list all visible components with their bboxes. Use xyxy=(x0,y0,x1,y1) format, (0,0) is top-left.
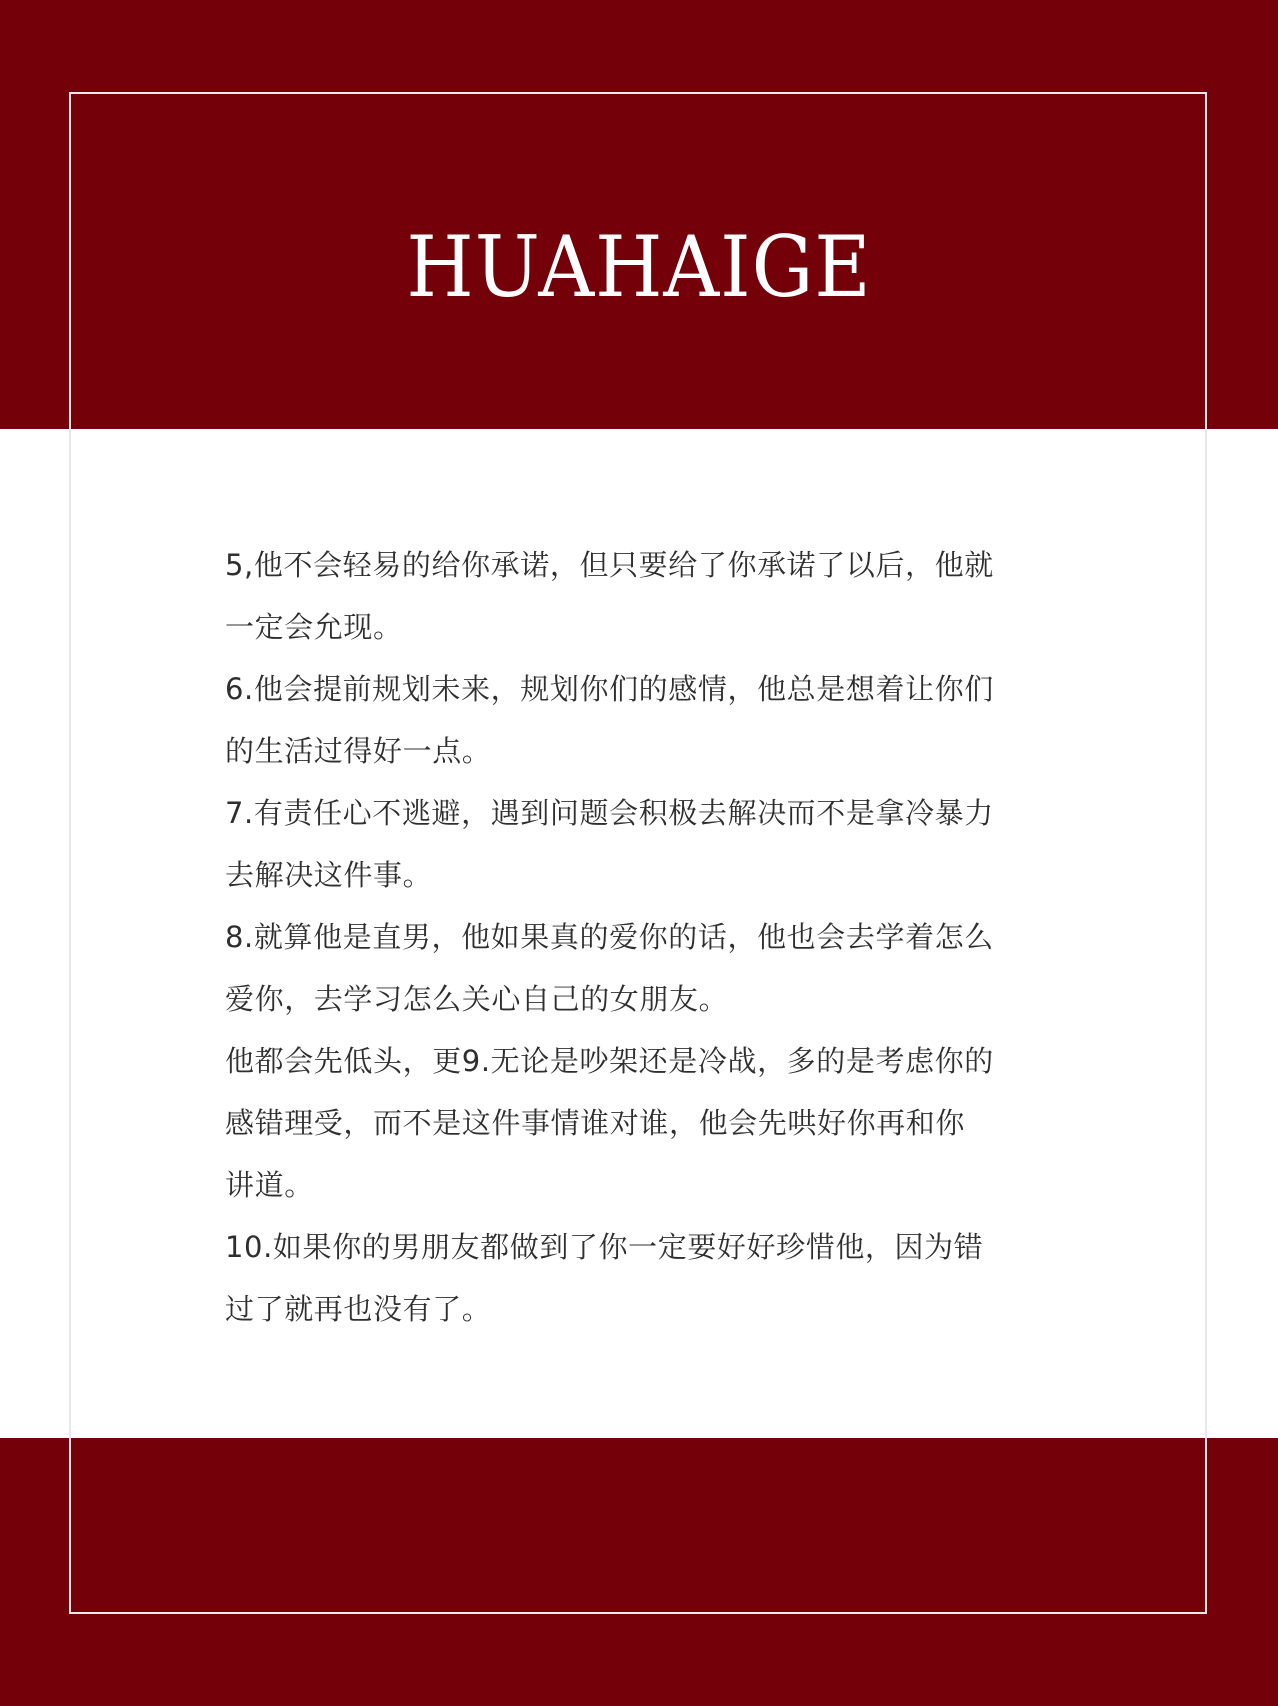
brand-title: HUAHAIGE xyxy=(406,218,872,316)
paragraph-6: 6.他会提前规划未来，规划你们的感情，他总是想着让你们 的生活过得好一点。 xyxy=(225,672,994,768)
paragraph-9: 他都会先低头，更9.无论是吵架还是冷战，多的是考虑你的 感错理受，而不是这件事情谁对谁，他会先哄好你再和你 讲道。 xyxy=(225,1044,994,1202)
paragraph-7: 7.有责任心不逃避，遇到问题会积极去解决而不是拿冷暴力 去解决这件事。 xyxy=(225,796,994,892)
paragraph-10: 10.如果你的男朋友都做到了你一定要好好珍惜他，因为错 过了就再也没有了。 xyxy=(225,1230,984,1326)
article-body xyxy=(225,534,1065,1340)
paragraph-8: 8.就算他是直男，他如果真的爱你的话，他也会去学着怎么 爱你，去学习怎么关心自己的女朋友。 xyxy=(225,920,994,1016)
paragraph-5: 5,他不会轻易的给你承诺，但只要给了你承诺了以后，他就 一定会允现。 xyxy=(225,548,994,644)
